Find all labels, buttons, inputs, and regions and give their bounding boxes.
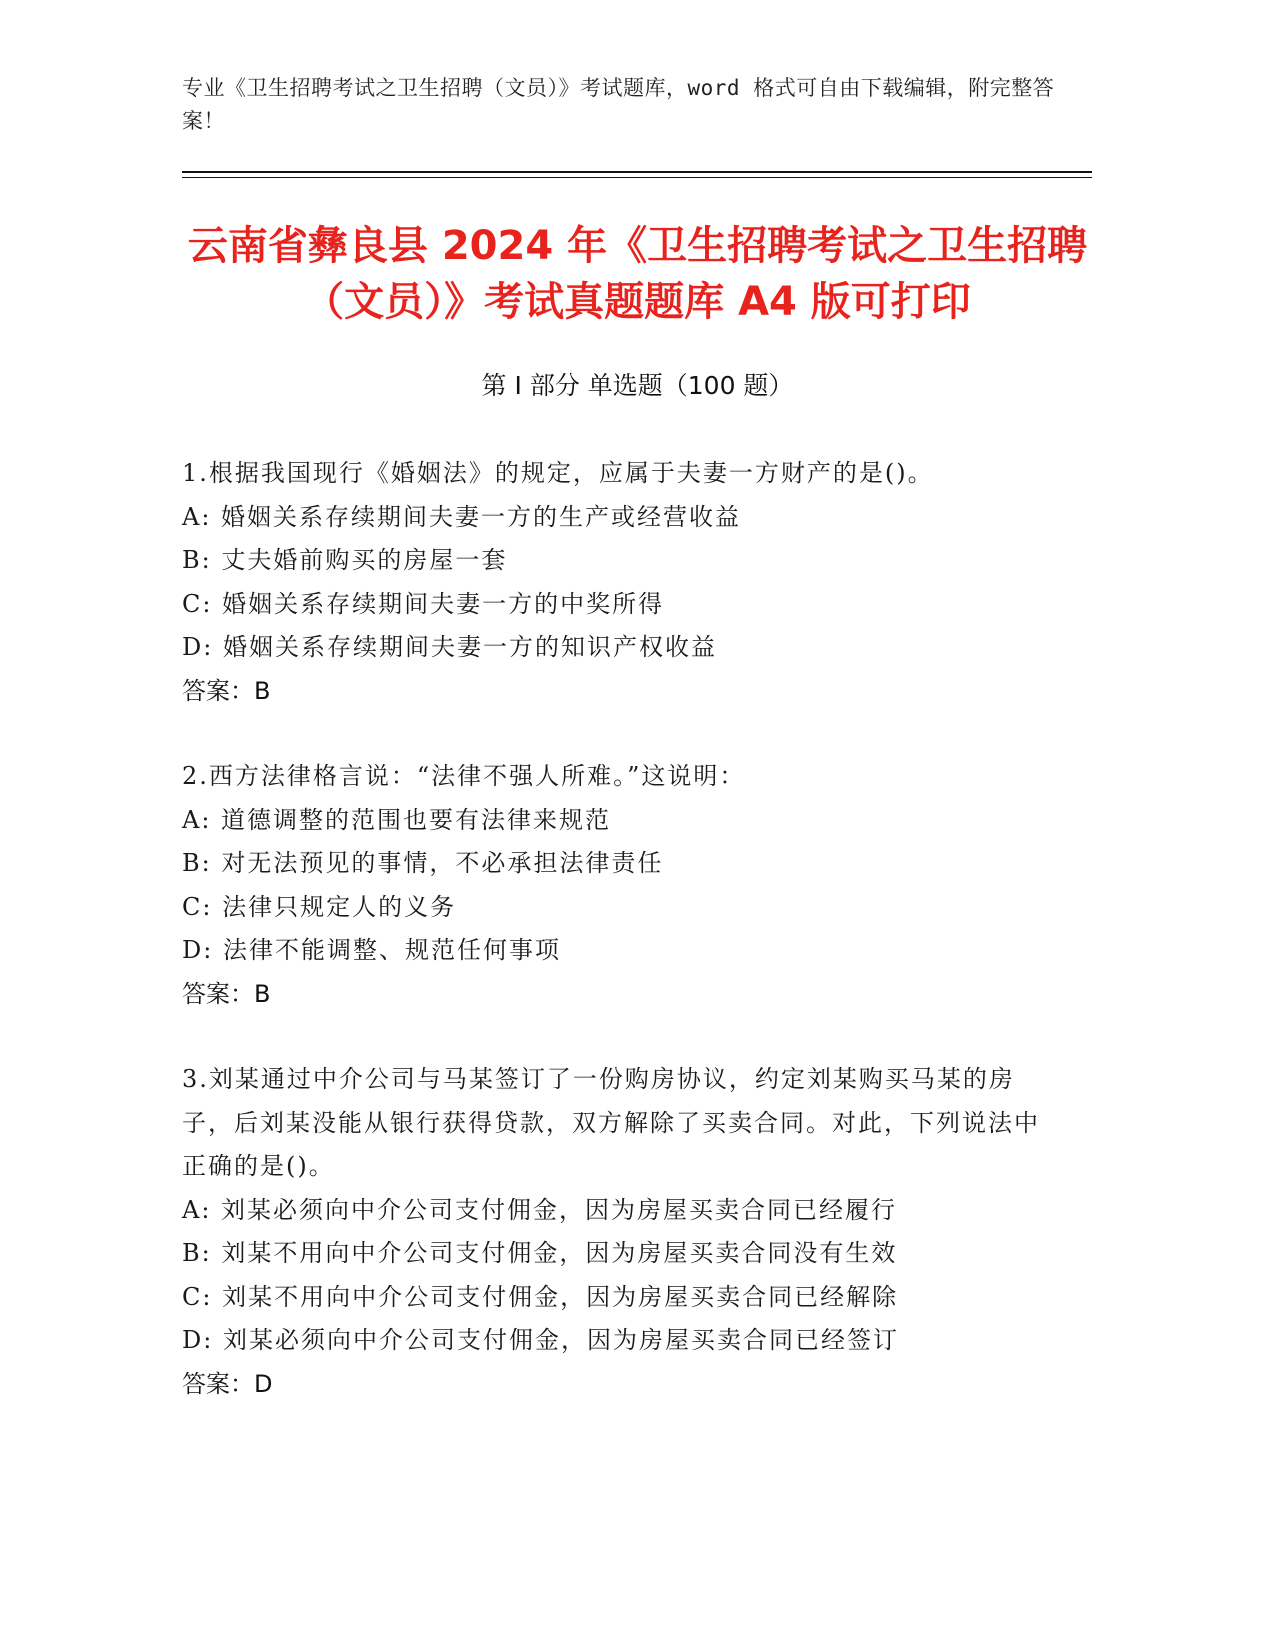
question-2: [182, 755, 1062, 1016]
option-d: D: 刘某必须向中介公司支付佣金，因为房屋买卖合同已经签订: [182, 1326, 899, 1354]
option-b: B: 丈夫婚前购买的房屋一套: [182, 546, 508, 574]
option-d: D: 婚姻关系存续期间夫妻一方的知识产权收益: [182, 633, 717, 661]
header-divider-thin: [182, 177, 1092, 178]
option-a: A: 婚姻关系存续期间夫妻一方的生产或经营收益: [182, 502, 742, 531]
question-1: [182, 452, 1062, 713]
answer-line: 答案：D: [182, 1369, 273, 1398]
header-divider-thick: [182, 171, 1092, 173]
option-a: A: 道德调整的范围也要有法律来规范: [182, 805, 612, 834]
header-note: 专业《卫生招聘考试之卫生招聘（文员）》考试题库，word 格式可自由下载编辑，附完整答案！: [182, 76, 1055, 133]
option-c: C: 刘某不用向中介公司支付佣金，因为房屋买卖合同已经解除: [182, 1282, 899, 1311]
question-stem: 2.西方法律格言说：“法律不强人所难。”这说明：: [182, 762, 746, 790]
document-title: 云南省彝良县 2024 年《卫生招聘考试之卫生招聘（文员）》考试真题题库 A4 版可打印: [187, 223, 1088, 325]
section-heading: 第 I 部分 单选题（100 题）: [481, 371, 794, 400]
option-b: B: 刘某不用向中介公司支付佣金，因为房屋买卖合同没有生效: [182, 1239, 898, 1267]
question-3: [182, 1058, 1062, 1406]
option-a: A: 刘某必须向中介公司支付佣金，因为房屋买卖合同已经履行: [182, 1195, 898, 1224]
option-c: C: 婚姻关系存续期间夫妻一方的中奖所得: [182, 589, 665, 618]
option-c: C: 法律只规定人的义务: [182, 892, 457, 921]
answer-line: 答案：B: [182, 676, 271, 705]
answer-line: 答案：B: [182, 979, 271, 1008]
question-list: [182, 452, 1062, 1448]
question-stem: 1.根据我国现行《婚姻法》的规定，应属于夫妻一方财产的是()。: [182, 459, 934, 487]
option-d: D: 法律不能调整、规范任何事项: [182, 936, 561, 964]
option-b: B: 对无法预见的事情，不必承担法律责任: [182, 849, 664, 877]
question-stem: 3.刘某通过中介公司与马某签订了一份购房协议，约定刘某购买马某的房子，后刘某没能从银行获得贷款，双方解除了买卖合同。对此，下列说法中正确的是()。: [182, 1065, 1040, 1180]
